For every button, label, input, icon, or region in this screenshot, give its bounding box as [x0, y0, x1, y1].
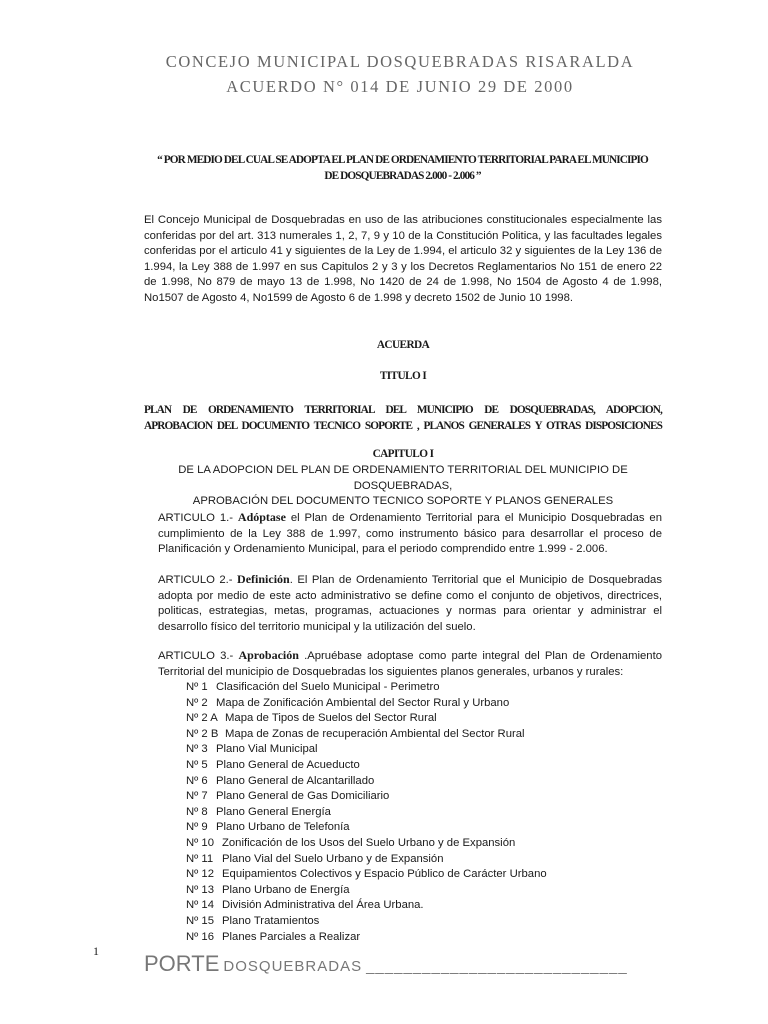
- list-item: [186, 680, 547, 696]
- plan-label: Zonificación de los Usos del Suelo Urbano y de Expansión: [222, 836, 516, 849]
- plan-label: Mapa de Zonificación Ambiental del Sector Rural y Urbano: [216, 696, 510, 709]
- plan-number: Nº 1: [186, 681, 208, 693]
- title-description: [144, 403, 662, 434]
- plan-number: Nº 11: [186, 852, 214, 865]
- article-2-title: Definición: [237, 572, 290, 586]
- plan-label: Plano General de Acueducto: [216, 758, 360, 771]
- motive-line-1: “ POR MEDIO DEL CUAL SE ADOPTA EL PLAN DE ORDENAMIENTO TERRITORIAL PARA EL MUNICIPIO: [157, 154, 648, 166]
- list-item: [186, 711, 547, 727]
- plan-label: Plano General de Gas Domiciliario: [216, 790, 390, 803]
- list-item: [186, 696, 547, 712]
- article-1-title: Adóptase: [237, 510, 286, 524]
- agreement-number-heading: ACUERDO N° 014 DE JUNIO 29 DE 2000: [226, 77, 574, 96]
- plan-number: Nº 2 A: [186, 712, 218, 725]
- plan-label: Mapa de Zonas de recuperación Ambiental del Sector Rural: [225, 727, 525, 740]
- title-label: TITULO I: [379, 370, 427, 382]
- plan-label: Plano Tratamientos: [222, 914, 320, 927]
- footer-rule: ____________________________: [366, 958, 628, 975]
- list-item: [186, 727, 547, 743]
- list-item: [186, 742, 547, 758]
- footer-brand-big: PORTE: [144, 951, 220, 976]
- list-item: [186, 820, 547, 836]
- list-item: [186, 774, 547, 790]
- article-1: [158, 510, 662, 558]
- article-3: [158, 648, 662, 680]
- footer-brand: [144, 951, 628, 977]
- plan-label: Clasificación del Suelo Municipal - Perimetro: [216, 681, 440, 693]
- list-item: [186, 930, 547, 946]
- council-heading: CONCEJO MUNICIPAL DOSQUEBRADAS RISARALDA: [165, 52, 635, 71]
- plan-label: Plano Urbano de Telefonía: [216, 821, 350, 834]
- article-2-prefix: ARTICULO 2.-: [158, 574, 238, 586]
- title-description-line-2: APROBACION DEL DOCUMENTO TECNICO SOPORTE , PLANOS GENERALES Y OTRAS DISPOSICIONES: [144, 419, 662, 432]
- plan-number: Nº 14: [186, 899, 214, 912]
- plans-list: [186, 680, 547, 945]
- article-3-title: Aprobación: [238, 648, 299, 662]
- list-item: [186, 914, 547, 930]
- list-item: [186, 898, 547, 914]
- list-item: [186, 883, 547, 899]
- article-3-prefix: ARTICULO 3.-: [158, 650, 239, 662]
- chapter-description: [144, 463, 662, 510]
- plan-number: Nº 15: [186, 914, 214, 927]
- list-item: [186, 789, 547, 805]
- plan-number: Nº 7: [186, 790, 208, 803]
- chapter-description-line-2: APROBACIÓN DEL DOCUMENTO TECNICO SOPORTE Y PLANOS GENERALES: [192, 495, 614, 508]
- list-item: [186, 852, 547, 868]
- plan-label: Mapa de Tipos de Suelos del Sector Rural: [225, 712, 437, 725]
- plan-number: Nº 3: [186, 743, 208, 756]
- acuerda-heading: ACUERDA: [376, 339, 430, 351]
- agreement-motive: [140, 153, 665, 184]
- article-1-prefix: ARTICULO 1.-: [158, 512, 238, 524]
- plan-number: Nº 12: [186, 868, 214, 881]
- chapter-description-line-1: DE LA ADOPCION DEL PLAN DE ORDENAMIENTO TERRITORIAL DEL MUNICIPIO DE DOSQUEBRADAS,: [178, 464, 628, 492]
- footer-brand-small: DOSQUEBRADAS: [223, 958, 363, 975]
- plan-number: Nº 5: [186, 758, 208, 771]
- article-2-text: . El Plan de Ordenamiento Territorial que el Municipio de Dosquebradas adopta por medio de este acto administrativo se define como el conjunto de objetivos, directrices, politicas, estrategias, metas, programas, actuaciones y normas para orientar y administrar el desarrollo físico del territorio municipal y la utilización del suelo.: [158, 574, 662, 633]
- list-item: [186, 805, 547, 821]
- plan-number: Nº 2 B: [186, 727, 219, 740]
- plan-label: Plano General de Alcantarillado: [216, 774, 375, 787]
- plan-number: Nº 6: [186, 774, 208, 787]
- page-number: 1: [93, 944, 99, 958]
- list-item: [186, 867, 547, 883]
- article-3-text: .Apruébase adoptase como parte integral del Plan de Ordenamiento Territorial del municipio de Dosquebradas los siguientes planos generales, urbanos y rurales:: [158, 650, 662, 678]
- article-1-text: el Plan de Ordenamiento Territorial para el Municipio Dosquebradas en cumplimiento de la Ley 388 de 1.997, como instrumento básico para desarrollar el proceso de Planificación y Ordenamiento Municipal, para el periodo comprendido entre 1.999 - 2.006.: [158, 512, 662, 556]
- plan-label: Plano Vial del Suelo Urbano y de Expansión: [222, 852, 444, 865]
- article-2: [158, 572, 662, 635]
- plan-label: Plano Vial Municipal: [216, 743, 318, 756]
- plan-label: Equipamientos Colectivos y Espacio Público de Carácter Urbano: [222, 868, 547, 881]
- list-item: [186, 836, 547, 852]
- plan-number: Nº 13: [186, 883, 214, 896]
- plan-label: Plano General Energía: [216, 805, 331, 818]
- plan-number: Nº 8: [186, 805, 208, 818]
- plan-number: Nº 16: [186, 930, 214, 943]
- plan-label: Plano Urbano de Energía: [222, 883, 350, 896]
- list-item: [186, 758, 547, 774]
- plan-number: Nº 10: [186, 836, 214, 849]
- plan-label: División Administrativa del Área Urbana.: [222, 899, 424, 912]
- plan-label: Planes Parciales a Realizar: [222, 930, 361, 943]
- intro-paragraph: El Concejo Municipal de Dosquebradas en uso de las atribuciones constitucionales especialmente las conferidas por del art. 313 numerales 1, 2, 7, 9 y 10 de la Constitución Politica, y las facultades legales conferidas por el articulo 41 y siguientes de la Ley de 1.994, el articulo 32 y siguientes de la Ley 136 de 1.994, la Ley 388 de 1.997 en sus Capitulos 2 y 3 y los Decretos Reglamentarios No 151 de enero 22 de 1.998, No 879 de mayo 13 de 1.998, No 1420 de 24 de 1.998, No 1504 de Agosto 4 de 1.998, No1507 de Agosto 4, No1599 de Agosto 6 de 1.998 y decreto 1502 de Junio 10 1998.: [144, 214, 662, 304]
- motive-line-2: DE DOSQUEBRADAS 2.000 - 2.006 ”: [324, 169, 481, 182]
- plan-number: Nº 9: [186, 821, 208, 834]
- title-description-line-1: PLAN DE ORDENAMIENTO TERRITORIAL DEL MUNICIPIO DE DOSQUEBRADAS, ADOPCION,: [144, 404, 662, 416]
- plan-number: Nº 2: [186, 696, 208, 709]
- chapter-label: CAPITULO I: [372, 448, 434, 460]
